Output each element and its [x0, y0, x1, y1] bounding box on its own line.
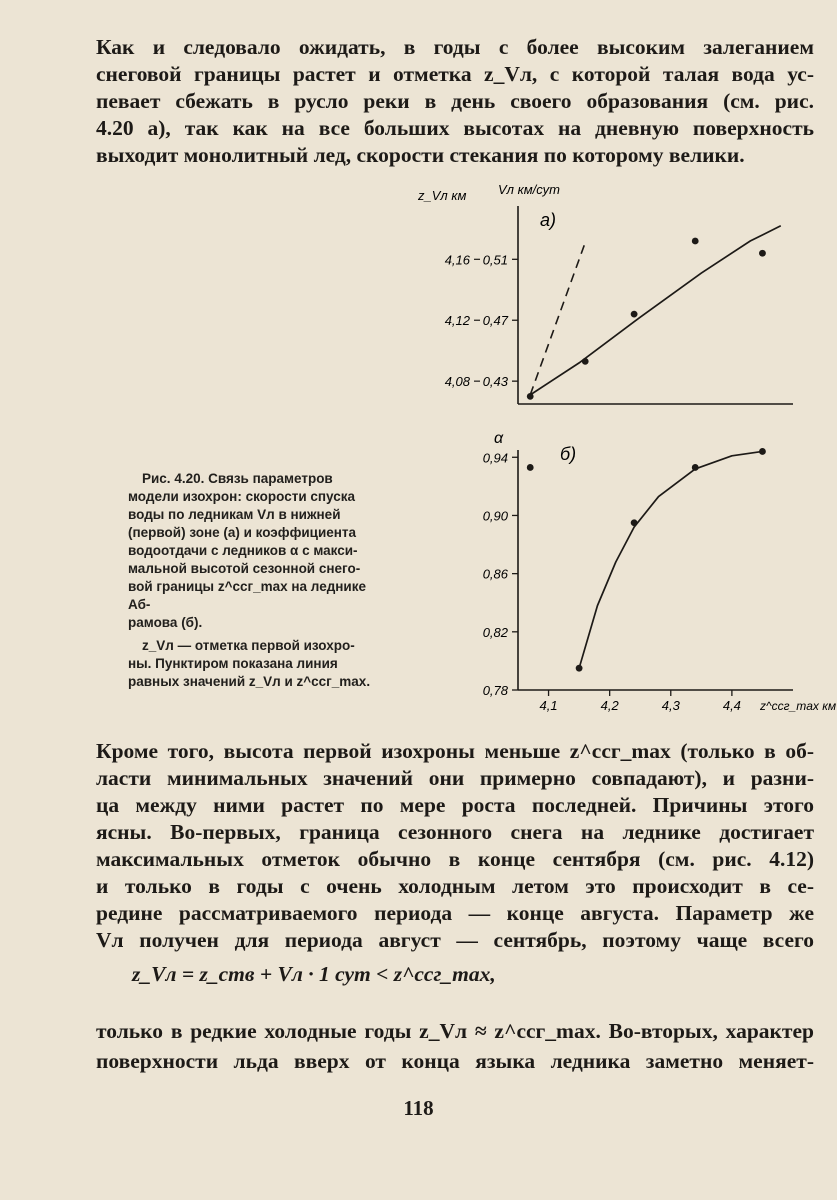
panel-a-ticks	[445, 252, 518, 389]
panel-b-x-tick-label: 4,1	[539, 698, 558, 713]
caption-line: равных значений z_Vл и z^ссг_max.	[128, 674, 371, 689]
text-line: ласти минимальных значений они примерно совпадают), и разни-	[96, 766, 814, 790]
panel-b-y-tick-label: 0,82	[482, 624, 508, 640]
panel-a-left-tick-label: 4,12	[444, 313, 470, 329]
caption-line: (первой) зоне (а) и коэффициента	[128, 525, 357, 540]
panel-a-label: а)	[540, 210, 557, 230]
text-line: Как и следовало ожидать, в годы с более высоким залеганием	[96, 35, 814, 59]
text-line: ясны. Во-первых, граница сезонного снега на леднике достигает	[96, 820, 814, 844]
panel-b-ticks	[483, 450, 741, 713]
paragraph-3	[96, 1016, 814, 1076]
caption-line: рамова (б).	[128, 615, 203, 630]
panel-a-left-tick-label: 4,16	[444, 252, 470, 268]
panel-a-data-point	[692, 238, 699, 245]
text-line: Vл получен для периода август — сентябрь, поэтому чаще всего	[96, 928, 814, 952]
text-line: только в редкие холодные годы z_Vл ≈ z^ссг_max. Во-вторых, характер	[96, 1019, 814, 1043]
text-line: поверхности льда вверх от конца языка ледника заметно меняет-	[96, 1049, 814, 1073]
panel-a-marks	[527, 226, 781, 400]
panel-a-equality-dashed-line	[530, 243, 585, 395]
panel-a-right-ylabel: Vл км/сут	[498, 182, 560, 197]
caption-note	[128, 637, 390, 691]
text-line: максимальных отметок обычно в конце сентября (см. рис. 4.12)	[96, 847, 814, 871]
caption-main	[128, 470, 390, 632]
panel-a-data-point	[527, 393, 534, 400]
panel-b-fitted-curve	[579, 451, 762, 668]
paragraph-2	[96, 738, 814, 954]
text-line: и только в годы с очень холодным летом это происходит в се-	[96, 874, 814, 898]
panel-a-data-point	[759, 250, 766, 257]
text-line: 4.20 а), так как на все больших высотах на дневную поверхность	[96, 116, 814, 140]
panel-a-data-point	[631, 311, 638, 318]
panel-b-ylabel: α	[494, 430, 504, 447]
text-line: ца между ними растет по мере роста последней. Причины этого	[96, 793, 814, 817]
figure-svg	[408, 168, 837, 728]
panel-a-right-tick-label: 0,43	[482, 374, 508, 390]
panel-b-data-point	[527, 464, 534, 471]
panel-a-data-point	[582, 358, 589, 365]
caption-line: воды по ледникам Vл в нижней	[128, 507, 341, 522]
caption-line: z_Vл — отметка первой изохро-	[142, 638, 355, 653]
panel-a-right-tick-label: 0,47	[482, 313, 508, 329]
panel-a-left-ylabel: z_Vл км	[418, 188, 467, 203]
page-number: 118	[403, 1096, 434, 1120]
caption-line: модели изохрон: скорости спуска	[128, 489, 355, 504]
panel-b-x-tick-label: 4,2	[600, 698, 619, 713]
text-line: выходит монолитный лед, скорости стекания по которому велики.	[96, 143, 745, 167]
text-line: Кроме того, высота первой изохроны меньше z^ссг_max (только в об-	[96, 739, 814, 763]
text-line: снеговой границы растет и отметка z_Vл, с которой талая вода ус-	[96, 62, 814, 86]
panel-a-right-tick-label: 0,51	[482, 252, 508, 268]
figure-caption	[128, 470, 390, 696]
paragraph-1	[96, 34, 814, 169]
panel-b-y-tick-label: 0,90	[482, 508, 508, 524]
panel-b-x-tick-label: 4,3	[661, 698, 680, 713]
panel-b-y-tick-label: 0,78	[482, 683, 508, 698]
caption-line: мальной высотой сезонной снего-	[128, 561, 361, 576]
panel-b-data-point	[631, 519, 638, 526]
caption-line: водоотдачи с ледников α с макси-	[128, 543, 358, 558]
figure-4-20	[408, 168, 837, 733]
caption-line: Рис. 4.20. Связь параметров	[142, 471, 333, 486]
text-line: редине рассматриваемого периода — конце августа. Параметр же	[96, 901, 814, 925]
caption-line: ны. Пунктиром показана линия	[128, 656, 338, 671]
text-line: певает сбежать в русло реки в день своего образования (см. рис.	[96, 89, 814, 113]
panel-b-y-tick-label: 0,94	[482, 450, 508, 466]
panel-b-y-tick-label: 0,86	[482, 566, 508, 582]
panel-b-x-tick-label: 4,4	[722, 698, 741, 713]
caption-line: вой границы z^ссг_max на леднике Аб-	[128, 579, 366, 612]
panel-b-xlabel: z^ссг_max км	[760, 699, 837, 713]
panel-b-data-point	[576, 665, 583, 672]
panel-a-left-tick-label: 4,08	[444, 374, 470, 390]
panel-b-data-point	[759, 448, 766, 455]
panel-b-label: б)	[560, 444, 577, 464]
panel-b-data-point	[692, 464, 699, 471]
panel-b-marks	[527, 448, 766, 672]
panel-a-trend-line	[530, 226, 781, 395]
formula: z_Vл = z_ств + Vл · 1 сут < z^ссг_max,	[132, 962, 496, 986]
